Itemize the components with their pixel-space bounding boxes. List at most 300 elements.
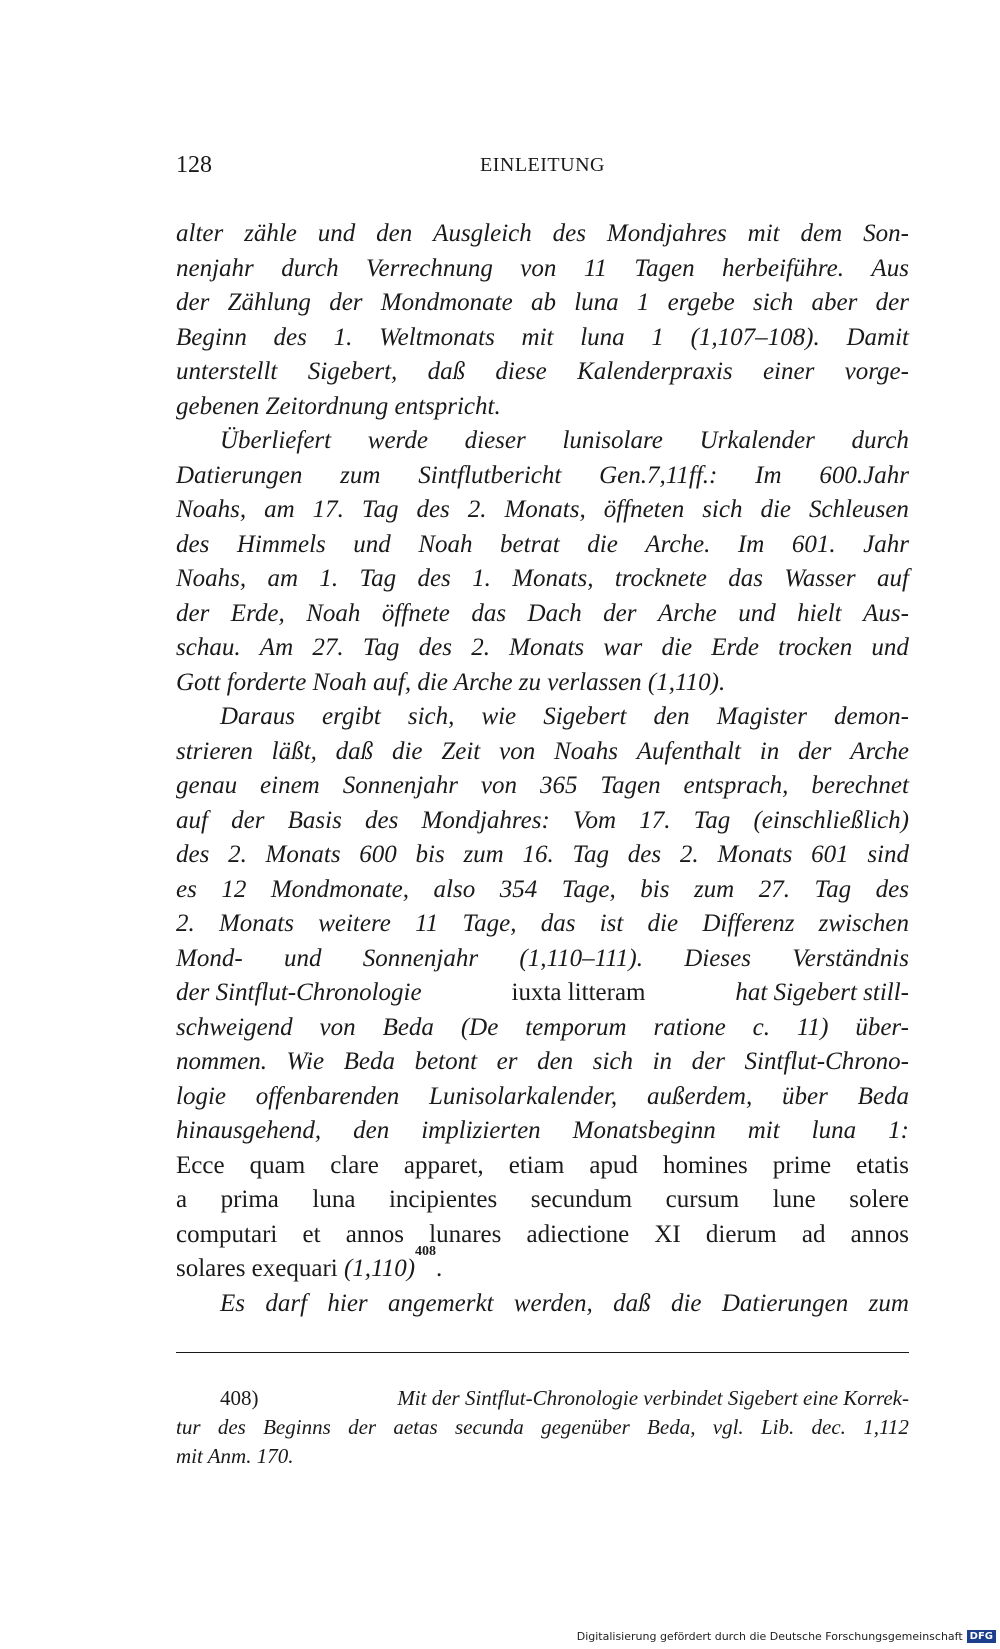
text-run: secunda (454, 1415, 524, 1439)
text-run: Zählung (227, 289, 311, 316)
text-run: Tag (814, 875, 852, 903)
text-run: clare (330, 1151, 379, 1179)
text-run: die (391, 737, 423, 765)
body_lines-line (176, 942, 909, 977)
text-run: Mit der Sintflut-Chronologie verbindet Sigebert eine Korrek- (397, 1386, 909, 1410)
text-run: Im (755, 461, 782, 489)
text-run: daß (335, 737, 374, 765)
text-run: der (176, 599, 210, 627)
text-run: aber (811, 289, 858, 316)
text-run: der (329, 289, 363, 316)
text-run: Datierungen (721, 1289, 849, 1317)
text-run: sich, (407, 703, 455, 730)
text-run: nenjahr (176, 254, 254, 282)
text-run: daß (427, 358, 466, 385)
text-run: 601. (791, 530, 836, 558)
footnote_lines-line (176, 1384, 909, 1413)
text-run: (1,110) (343, 1255, 416, 1282)
body_lines-line (176, 666, 909, 701)
text-run: trocken (778, 634, 853, 661)
text-run: hier (327, 1289, 368, 1317)
text-run: XI (654, 1220, 681, 1248)
text-run: dierum (705, 1220, 777, 1248)
text-run: also (433, 875, 476, 903)
text-run: Noah (418, 530, 473, 558)
text-run: der (176, 289, 210, 316)
text-run: 1. (333, 323, 353, 351)
text-run: Tag (361, 496, 399, 523)
page-number: 128 (176, 152, 212, 178)
body_lines-line (176, 321, 909, 356)
text-run: öffneten (603, 496, 685, 523)
text-run: Magister (716, 703, 807, 730)
text-run: prime (772, 1151, 832, 1179)
text-run: auf (176, 806, 208, 834)
text-run: Lunisolarkalender, (428, 1082, 618, 1110)
text-run: und (871, 634, 909, 661)
text-run: und (283, 944, 322, 972)
text-run: Erde (711, 634, 759, 661)
text-run: lunares (429, 1220, 502, 1248)
text-run: Noahs (554, 737, 618, 765)
text-run: 1 (651, 323, 664, 351)
body_lines-line (176, 735, 909, 770)
text-run: 12 (221, 875, 247, 903)
text-run: luna (580, 323, 625, 351)
dfg-logo: DFG (967, 1630, 996, 1643)
text-run: läßt, (271, 737, 317, 765)
text-run: solares exequari (176, 1255, 344, 1282)
body_lines-line (176, 252, 909, 287)
text-run: gebenen Zeitordnung entspricht. (176, 392, 501, 420)
text-run: Sonnenjahr (362, 944, 479, 972)
text-run: cursum (665, 1186, 740, 1213)
text-run: zum (463, 841, 504, 868)
text-run: Tage, (462, 910, 517, 937)
text-run: sich (752, 289, 794, 316)
text-run: Mondjahres (606, 220, 727, 247)
text-run: 27. (758, 875, 791, 903)
text-run: weitere (318, 910, 391, 937)
text-run: Beginns (263, 1415, 331, 1439)
text-run: am (267, 565, 299, 592)
text-run: Ecce (176, 1151, 225, 1179)
text-run: Damit (846, 323, 909, 351)
text-run: die (647, 910, 679, 937)
text-run: Tagen (600, 772, 661, 799)
text-run: lunisolare (562, 427, 663, 454)
text-run: Sonnenjahr (342, 772, 458, 799)
text-run: die (661, 634, 693, 661)
text-run: zum (868, 1289, 909, 1317)
text-run: und (317, 220, 356, 247)
body_lines-line (176, 907, 909, 942)
text-run: c. (752, 1013, 771, 1041)
text-run: Sintflut-Chrono- (744, 1048, 909, 1075)
text-run: Monats, (504, 496, 586, 523)
text-run: 600.Jahr (819, 461, 909, 489)
text-run: und (738, 599, 776, 627)
footnote_lines-line (176, 1442, 909, 1471)
text-run: secundum (530, 1186, 633, 1213)
text-run: Monats (717, 841, 793, 868)
text-run: diese (495, 358, 547, 385)
text-run: luna (312, 1186, 356, 1213)
text-run: der Sintflut-Chronologie (176, 979, 422, 1006)
text-run: durch (281, 254, 339, 282)
text-run: betont (414, 1048, 478, 1075)
text-run: etiam (508, 1151, 565, 1179)
text-run: Aus- (863, 599, 909, 627)
body_lines-line (176, 1149, 909, 1184)
text-run: Basis (287, 806, 342, 834)
text-run: Schleusen (808, 496, 909, 523)
text-run: offenbarenden (255, 1082, 400, 1110)
text-run: Differenz (702, 910, 795, 937)
text-run: temporum (525, 1013, 627, 1041)
text-run: 1 (636, 289, 650, 316)
text-run: er (496, 1048, 518, 1075)
body_lines-line (176, 804, 909, 839)
text-run: dem (800, 220, 843, 247)
text-run: mit (521, 323, 554, 351)
text-run: nommen. (176, 1048, 267, 1075)
text-run: 1,112 (863, 1415, 909, 1439)
body_lines-line (176, 838, 909, 873)
text-run: Himmels (236, 530, 326, 558)
text-run: von (319, 1013, 356, 1041)
body-text (176, 217, 909, 1321)
body_lines-line (176, 355, 909, 390)
text-run: Monatsbeginn (572, 1117, 716, 1144)
text-run: Tag (362, 634, 400, 661)
text-run: mit (747, 220, 780, 247)
text-run: außerdem, (646, 1082, 753, 1110)
text-run: iuxta litteram (505, 979, 652, 1006)
text-run: bis (640, 875, 670, 903)
text-run: des (365, 806, 399, 834)
text-run: quam (249, 1151, 306, 1179)
text-run: incipientes (388, 1186, 498, 1213)
text-run: tur (176, 1415, 201, 1439)
text-run: (1,107–108). (690, 323, 820, 351)
text-run: Arche (850, 737, 909, 765)
text-run: in (759, 737, 780, 765)
text-run: luna (574, 289, 619, 316)
text-run: war (603, 634, 643, 661)
text-run: den (537, 1048, 574, 1075)
text-run: schweigend (176, 1013, 293, 1041)
text-run: Beda (857, 1082, 909, 1110)
text-run: zum (340, 461, 381, 489)
text-run: von (480, 772, 518, 799)
text-run: Verrechnung (366, 254, 493, 282)
text-run: einer (762, 358, 815, 385)
text-run: adiectione (526, 1220, 630, 1248)
text-run: apparet, (403, 1151, 484, 1179)
text-run: ad (801, 1220, 826, 1248)
text-run: dieser (464, 427, 526, 454)
text-run: Im (737, 530, 765, 558)
text-run: wie (481, 703, 517, 730)
text-run: daß (613, 1289, 651, 1317)
body_lines-line (176, 286, 909, 321)
body_lines-line (176, 1080, 909, 1115)
text-run: 2. (176, 910, 195, 937)
text-run: apud (589, 1151, 638, 1179)
page-header (176, 152, 909, 182)
text-run: und (353, 530, 391, 558)
text-run: logie (176, 1082, 226, 1110)
body_lines-line (176, 597, 909, 632)
text-run: des (176, 530, 210, 558)
text-run: Arche. (645, 530, 711, 558)
text-run: 17. (312, 496, 344, 523)
text-run: der (603, 599, 637, 627)
text-run: 11) (796, 1013, 829, 1041)
text-run: 2. (467, 496, 487, 523)
text-run: 1: (888, 1117, 909, 1144)
body_lines-line (176, 424, 909, 459)
text-run: Monats, (512, 565, 594, 592)
text-run: werde (367, 427, 428, 454)
text-run: sich (592, 1048, 634, 1075)
text-run: Beginn (176, 323, 247, 351)
text-run: demon- (834, 703, 909, 730)
text-run: Kalenderpraxis (577, 358, 733, 385)
text-run: Tag (359, 565, 397, 592)
text-run: Mond- (176, 944, 243, 972)
text-run: ergebe (667, 289, 735, 316)
text-run: des (875, 875, 909, 903)
body_lines-line (176, 390, 909, 425)
text-run: Tagen (634, 254, 695, 282)
text-run: den (353, 1117, 390, 1144)
text-run: 601 (811, 841, 849, 868)
text-run: des (273, 323, 307, 351)
text-run: Tag (693, 806, 731, 834)
credit-text: Digitalisierung gefördert durch die Deutsche Forschungsgemeinschaft (576, 1630, 963, 1643)
text-run: das (540, 910, 576, 937)
text-run: 11 (583, 254, 607, 282)
text-run: des (417, 565, 451, 592)
text-run: lune (772, 1186, 816, 1213)
text-run: des (176, 841, 210, 868)
text-run: Beda (382, 1013, 434, 1041)
body_lines-line (176, 769, 909, 804)
text-run: mit (747, 1117, 780, 1144)
text-run: Monats (509, 634, 585, 661)
text-run: 600 (359, 841, 397, 868)
text-run: von (520, 254, 557, 282)
text-run: 354 (499, 875, 538, 903)
text-run: vorge- (844, 358, 909, 385)
text-run: werden, (513, 1289, 593, 1317)
text-run: zum (693, 875, 735, 903)
text-run: Ausgleich (433, 220, 532, 247)
text-run: Sigebert, (307, 358, 398, 385)
body_lines-line (176, 631, 909, 666)
text-run: Lib. (760, 1415, 795, 1439)
text-run: Sintflutbericht (418, 461, 562, 489)
body_lines-line (176, 1045, 909, 1080)
text-run: über (782, 1082, 828, 1110)
text-run: ist (599, 910, 624, 937)
text-run: auf (876, 565, 909, 592)
text-run: in (652, 1048, 673, 1075)
body_lines-line (176, 217, 909, 252)
text-run: gegenüber (541, 1415, 630, 1439)
text-run: solere (849, 1186, 909, 1213)
text-run: der (691, 1048, 725, 1075)
footnote-divider (176, 1352, 909, 1353)
text-run: darf (265, 1289, 308, 1317)
text-run: den (376, 220, 413, 247)
text-run: des (627, 841, 662, 868)
body_lines-line (176, 459, 909, 494)
text-run: genau (176, 772, 238, 799)
text-run: homines (663, 1151, 748, 1179)
text-run: (einschließlich) (753, 806, 909, 834)
text-run: Es (220, 1289, 245, 1317)
text-run: der (231, 806, 265, 834)
text-run: alter (176, 220, 224, 247)
text-run: angemerkt (388, 1289, 494, 1317)
text-run: 408) (220, 1386, 264, 1410)
text-run: Beda, (647, 1415, 696, 1439)
text-run: implizierten (421, 1117, 541, 1144)
text-run: sich (702, 496, 743, 523)
text-run: 11 (415, 910, 439, 937)
text-run: a (176, 1186, 188, 1213)
text-run: die (587, 530, 618, 558)
footnote-ref: 408 (415, 1244, 437, 1259)
body_lines-line (176, 700, 909, 735)
text-run: (De (460, 1013, 499, 1041)
text-run: hat Sigebert still- (735, 979, 909, 1006)
text-run: öffnete (381, 599, 450, 627)
text-run: Son- (863, 220, 909, 247)
text-run: 17. (639, 806, 671, 834)
text-run: Noah (306, 599, 361, 627)
text-run: 2. (679, 841, 699, 868)
body_lines-line (176, 976, 909, 1011)
text-run: Beda (343, 1048, 395, 1075)
text-run: trocknete (614, 565, 707, 592)
text-run: Daraus (220, 703, 296, 730)
body_lines-line (176, 873, 909, 908)
text-run: Datierungen (176, 461, 303, 489)
text-run: 365 (539, 772, 578, 799)
text-run: et (302, 1220, 321, 1248)
text-run: die (670, 1289, 702, 1317)
body_lines-line (176, 562, 909, 597)
text-run: Mondmonate, (270, 875, 410, 903)
text-run: mit Anm. 170. (176, 1444, 294, 1468)
text-run: über- (855, 1013, 909, 1041)
text-run: Wie (286, 1048, 325, 1075)
text-run: annos (850, 1220, 909, 1248)
text-run: 1. (472, 565, 491, 592)
text-run: . (436, 1255, 443, 1282)
text-run: hinausgehend, (176, 1117, 322, 1144)
text-run: Mondjahres: (421, 806, 550, 834)
text-run: der (348, 1415, 377, 1439)
text-run: des (217, 1415, 246, 1439)
text-run: bis (415, 841, 445, 868)
body_lines-line (176, 1011, 909, 1046)
text-run: aetas (393, 1415, 438, 1439)
text-run: das (728, 565, 763, 592)
text-run: Noahs, (176, 565, 247, 592)
text-run: luna (811, 1117, 857, 1144)
text-run: Monats (265, 841, 341, 868)
text-run: von (499, 737, 536, 765)
text-run: computari (176, 1220, 278, 1248)
text-run: es (176, 875, 197, 903)
text-run: etatis (856, 1151, 909, 1179)
text-run: ratione (653, 1013, 726, 1041)
text-run: annos (345, 1220, 405, 1248)
text-run: 2. (471, 634, 490, 661)
text-run: betrat (500, 530, 560, 558)
text-run: zähle (244, 220, 297, 247)
text-run: Tage, (561, 875, 616, 903)
text-run: Weltmonats (379, 323, 495, 351)
text-run: der (798, 737, 832, 765)
text-run: strieren (176, 737, 253, 765)
text-run: Dieses (684, 944, 751, 972)
text-run: des (552, 220, 586, 247)
body_lines-line (176, 1287, 909, 1322)
text-run: unterstellt (176, 358, 278, 385)
text-run: 2. (228, 841, 247, 868)
text-run: den (653, 703, 690, 730)
text-run: 27. (312, 634, 344, 661)
text-run: Noahs, (176, 496, 247, 523)
body_lines-line (176, 1114, 909, 1149)
text-run: zwischen (818, 910, 909, 937)
text-run: die (760, 496, 791, 523)
text-run: Sigebert (543, 703, 627, 730)
text-run: sind (867, 841, 909, 868)
footnote_lines-line (176, 1413, 909, 1442)
text-run: schau. (176, 634, 241, 661)
text-run: das (471, 599, 507, 627)
text-run: 16. (522, 841, 554, 868)
text-run: Gott forderte Noah auf, die Arche zu verlassen (1,110). (176, 668, 726, 696)
text-run: am (264, 496, 295, 523)
body_lines-line (176, 1244, 909, 1287)
text-run: herbeiführe. (722, 254, 844, 282)
text-run: des (418, 634, 452, 661)
text-run: hielt (797, 599, 842, 627)
text-run: entsprach, (683, 772, 789, 799)
text-run: einem (260, 772, 320, 799)
body_lines-line (176, 493, 909, 528)
text-run: Jahr (863, 530, 909, 558)
text-run: Erde, (230, 599, 285, 627)
text-run: Verständnis (792, 944, 909, 972)
text-run: Zeit (441, 737, 481, 765)
body_lines-line (176, 1218, 909, 1253)
text-run: dec. (811, 1415, 846, 1439)
text-run: Tag (572, 841, 610, 868)
text-run: prima (220, 1186, 279, 1213)
digitization-credit (577, 1630, 996, 1643)
text-run: der (875, 289, 909, 316)
text-run: Dach (527, 599, 582, 627)
